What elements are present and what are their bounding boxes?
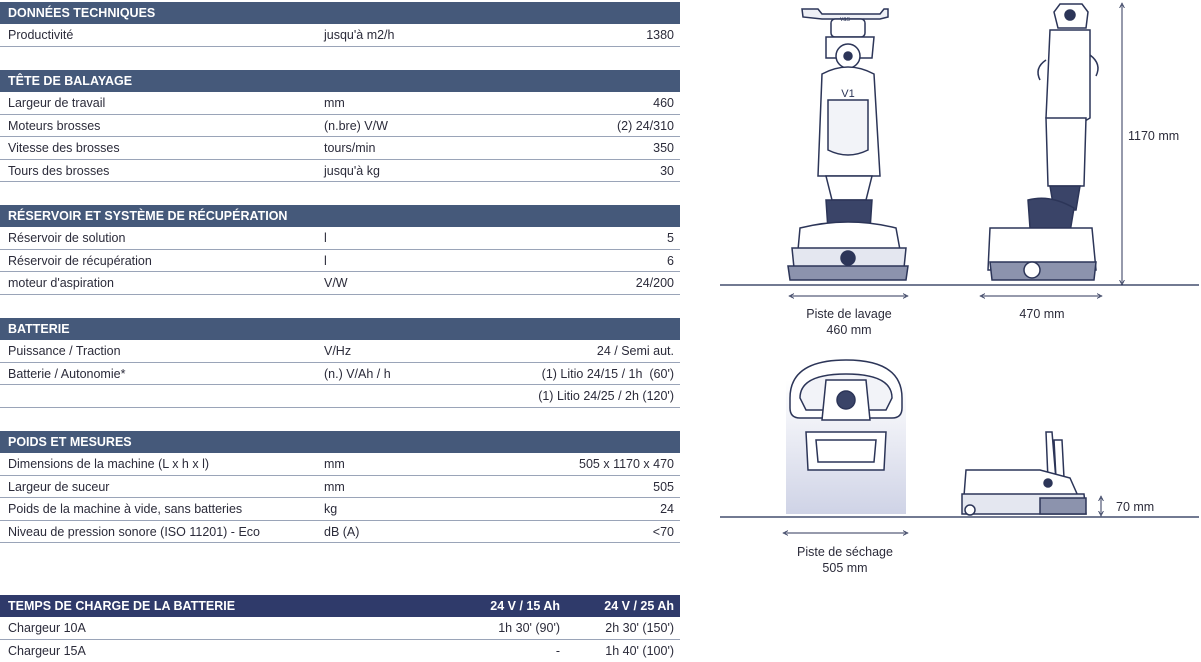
model-label: V1	[841, 88, 855, 100]
row-value: 24/200	[635, 276, 674, 291]
row-value: 350	[653, 141, 674, 156]
clearance-label: 70 mm	[1116, 500, 1155, 514]
row-label: moteur d'aspiration	[8, 276, 114, 291]
top-view-machine	[786, 360, 906, 514]
row-label: Puissance / Traction	[8, 344, 121, 358]
row-label: Chargeur 10A	[8, 621, 86, 635]
row-value-25ah: 1h 40' (100')	[605, 643, 674, 658]
row-value: 505	[653, 479, 674, 494]
side-label: 470 mm	[1019, 307, 1065, 321]
row-unit: V/W	[324, 276, 348, 291]
front-label	[790, 306, 908, 338]
row-label: Tours des brosses	[8, 163, 110, 178]
row-label: Poids de la machine à vide, sans batteries	[8, 502, 243, 517]
row-label: Largeur de travail	[8, 96, 106, 110]
row-unit: dB (A)	[324, 524, 360, 539]
row-unit: mm	[324, 96, 345, 110]
charge-title: TEMPS DE CHARGE DE LA BATTERIE	[8, 599, 236, 613]
row-unit: jusqu'à kg	[324, 163, 380, 178]
side-lowered-machine	[962, 432, 1086, 515]
brand-label: V&S	[839, 17, 851, 23]
row-unit: mm	[324, 479, 345, 494]
row-value-25ah: 2h 30' (150')	[605, 621, 674, 635]
row-value: (1) Litio 24/15 / 1h (60')	[541, 366, 674, 381]
row-label: Niveau de pression sonore (ISO 11201) - Eco	[8, 524, 260, 539]
section-header: TÊTE DE BALAYAGE	[0, 70, 680, 92]
front-label-title: Piste de lavage	[806, 307, 892, 321]
section-header: BATTERIE	[0, 318, 680, 340]
row-unit: l	[324, 253, 327, 268]
row-unit: (n.bre) V/W	[324, 118, 388, 133]
bottom-label-value: 505 mm	[822, 561, 868, 575]
row-value-15ah: 1h 30' (90')	[498, 621, 560, 635]
row-value: 6	[667, 253, 674, 268]
front-label-value: 460 mm	[826, 323, 872, 337]
bottom-label	[782, 544, 908, 576]
bottom-label-title: Piste de séchage	[797, 545, 893, 559]
row-label: Dimensions de la machine (L x h x l)	[8, 457, 210, 471]
row-label: Réservoir de récupération	[8, 253, 152, 268]
row-value: <70	[652, 524, 674, 539]
row-value-15ah: -	[555, 643, 560, 658]
row-label: Largeur de suceur	[8, 479, 110, 494]
row-unit: jusqu'à m2/h	[324, 28, 395, 42]
row-unit: l	[324, 231, 327, 245]
row-label: Moteurs brosses	[8, 118, 101, 133]
row-unit: V/Hz	[324, 344, 352, 358]
charge-col-15ah: 24 V / 15 Ah	[490, 599, 560, 613]
row-unit: tours/min	[324, 141, 376, 156]
section-header: DONNÉES TECHNIQUES	[0, 2, 680, 24]
row-value: 24	[660, 502, 674, 517]
row-label: Chargeur 15A	[8, 643, 86, 658]
front-view-machine	[788, 9, 908, 280]
side-view-machine	[988, 4, 1098, 280]
row-value: 5	[667, 231, 674, 245]
row-label: Réservoir de solution	[8, 231, 126, 245]
row-unit: mm	[324, 457, 345, 471]
row-label: Productivité	[8, 28, 74, 42]
section-header: RÉSERVOIR ET SYSTÈME DE RÉCUPÉRATION	[0, 205, 680, 227]
row-label: Vitesse des brosses	[8, 141, 120, 156]
row-value: 30	[660, 163, 674, 178]
row-value: 1380	[646, 28, 674, 42]
row-value: 505 x 1170 x 470	[579, 457, 674, 471]
row-value: 460	[653, 96, 674, 110]
charge-col-25ah: 24 V / 25 Ah	[604, 599, 674, 613]
height-label: 1170 mm	[1128, 129, 1180, 143]
row-value: 24 / Semi aut.	[596, 344, 674, 358]
row-value: (2) 24/310	[617, 118, 674, 133]
row-label: Batterie / Autonomie*	[8, 366, 126, 381]
row-unit: (n.) V/Ah / h	[324, 366, 391, 381]
row-unit: kg	[324, 502, 338, 517]
row-value: (1) Litio 24/25 / 2h (120')	[538, 389, 674, 404]
section-header: POIDS ET MESURES	[0, 431, 680, 453]
